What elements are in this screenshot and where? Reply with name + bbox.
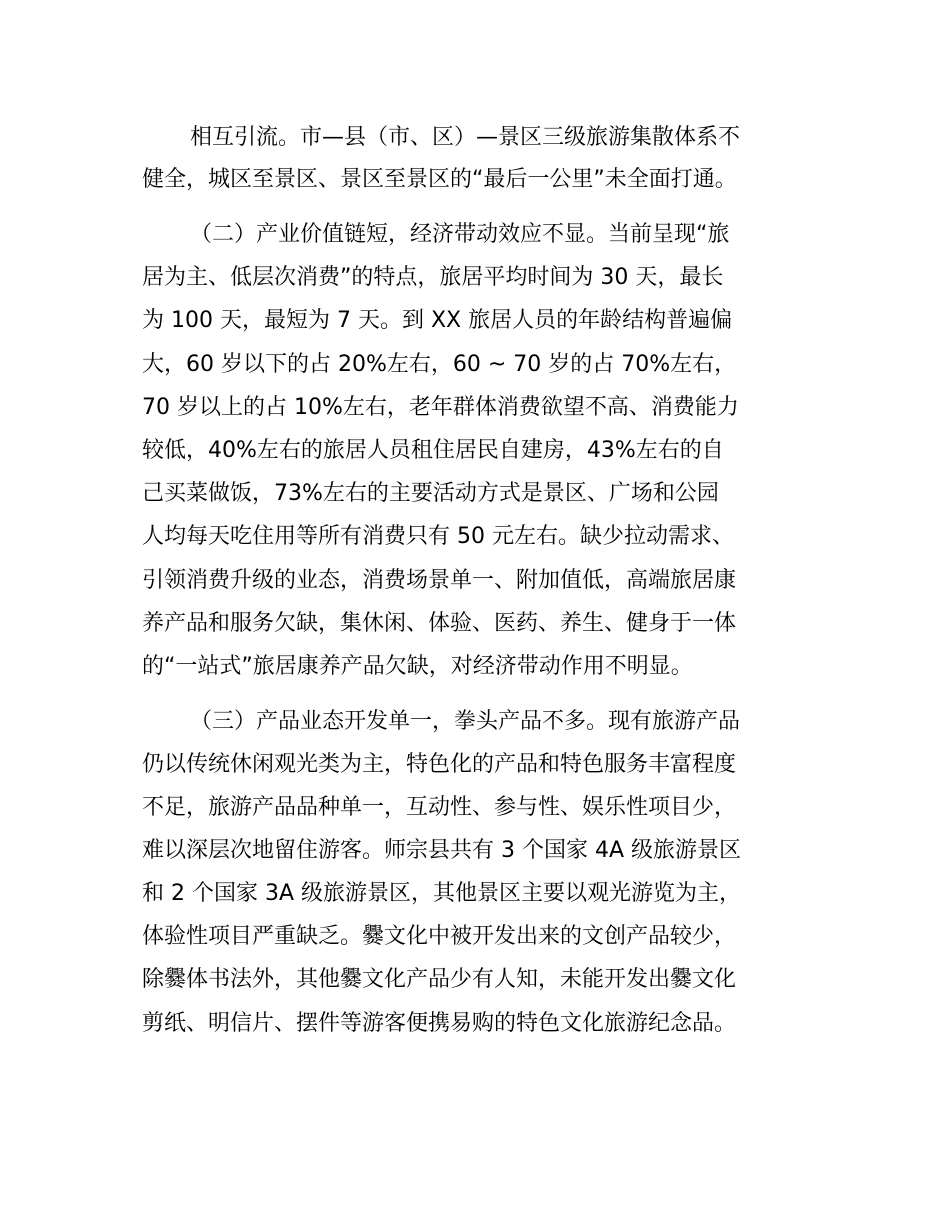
p3-line-7: 除爨体书法外，其他爨文化产品少有人知，未能开发出爨文化 [142, 967, 737, 992]
p2-line-5: 70 岁以上的占 10%左右，老年群体消费欲望不高、消费能力 [142, 395, 739, 420]
p2-line-9: 引领消费升级的业态，消费场景单一、附加值低，高端旅居康 [142, 568, 737, 593]
p3-line-4: 难以深层次地留住游客。师宗县共有 3 个国家 4A 级旅游景区 [142, 838, 742, 863]
p3-line-5: 和 2 个国家 3A 级旅游景区，其他景区主要以观光游览为主， [142, 881, 742, 906]
p1-line-1: 相互引流。市—县（市、区）—景区三级旅游集散体系不 [190, 125, 741, 150]
p1-line-2: 健全，城区至景区、景区至景区的“最后一公里”未全面打通。 [142, 167, 737, 192]
p2-line-1: （二）产业价值链短，经济带动效应不显。当前呈现“旅 [190, 222, 730, 247]
p2-line-10: 养产品和服务欠缺，集休闲、体验、医药、养生、健身于一体 [142, 611, 737, 636]
p2-line-2: 居为主、低层次消费”的特点，旅居平均时间为 30 天，最长 [142, 265, 724, 290]
p3-line-6: 体验性项目严重缺乏。爨文化中被开发出来的文创产品较少， [142, 924, 737, 949]
p2-line-8: 人均每天吃住用等所有消费只有 50 元左右。缺少拉动需求、 [142, 524, 734, 549]
p2-line-6: 较低，40%左右的旅居人员租住居民自建房，43%左右的自 [142, 438, 724, 463]
p2-line-3: 为 100 天，最短为 7 天。到 XX 旅居人员的年龄结构普遍偏 [142, 308, 733, 333]
p3-line-8: 剪纸、明信片、摆件等游客便携易购的特色文化旅游纪念品。 [142, 1011, 737, 1036]
p3-line-2: 仍以传统休闲观光类为主，特色化的产品和特色服务丰富程度 [142, 752, 737, 777]
p2-line-7: 己买菜做饭，73%左右的主要活动方式是景区、广场和公园 [142, 481, 719, 506]
p2-line-11: 的“一站式”旅居康养产品欠缺，对经济带动作用不明显。 [142, 654, 693, 679]
p2-line-4: 大，60 岁以下的占 20%左右，60 ~ 70 岁的占 70%左右， [142, 352, 737, 377]
p3-line-3: 不足，旅游产品品种单一，互动性、参与性、娱乐性项目少， [142, 795, 737, 820]
p3-line-1: （三）产品业态开发单一，拳头产品不多。现有旅游产品 [190, 709, 741, 734]
